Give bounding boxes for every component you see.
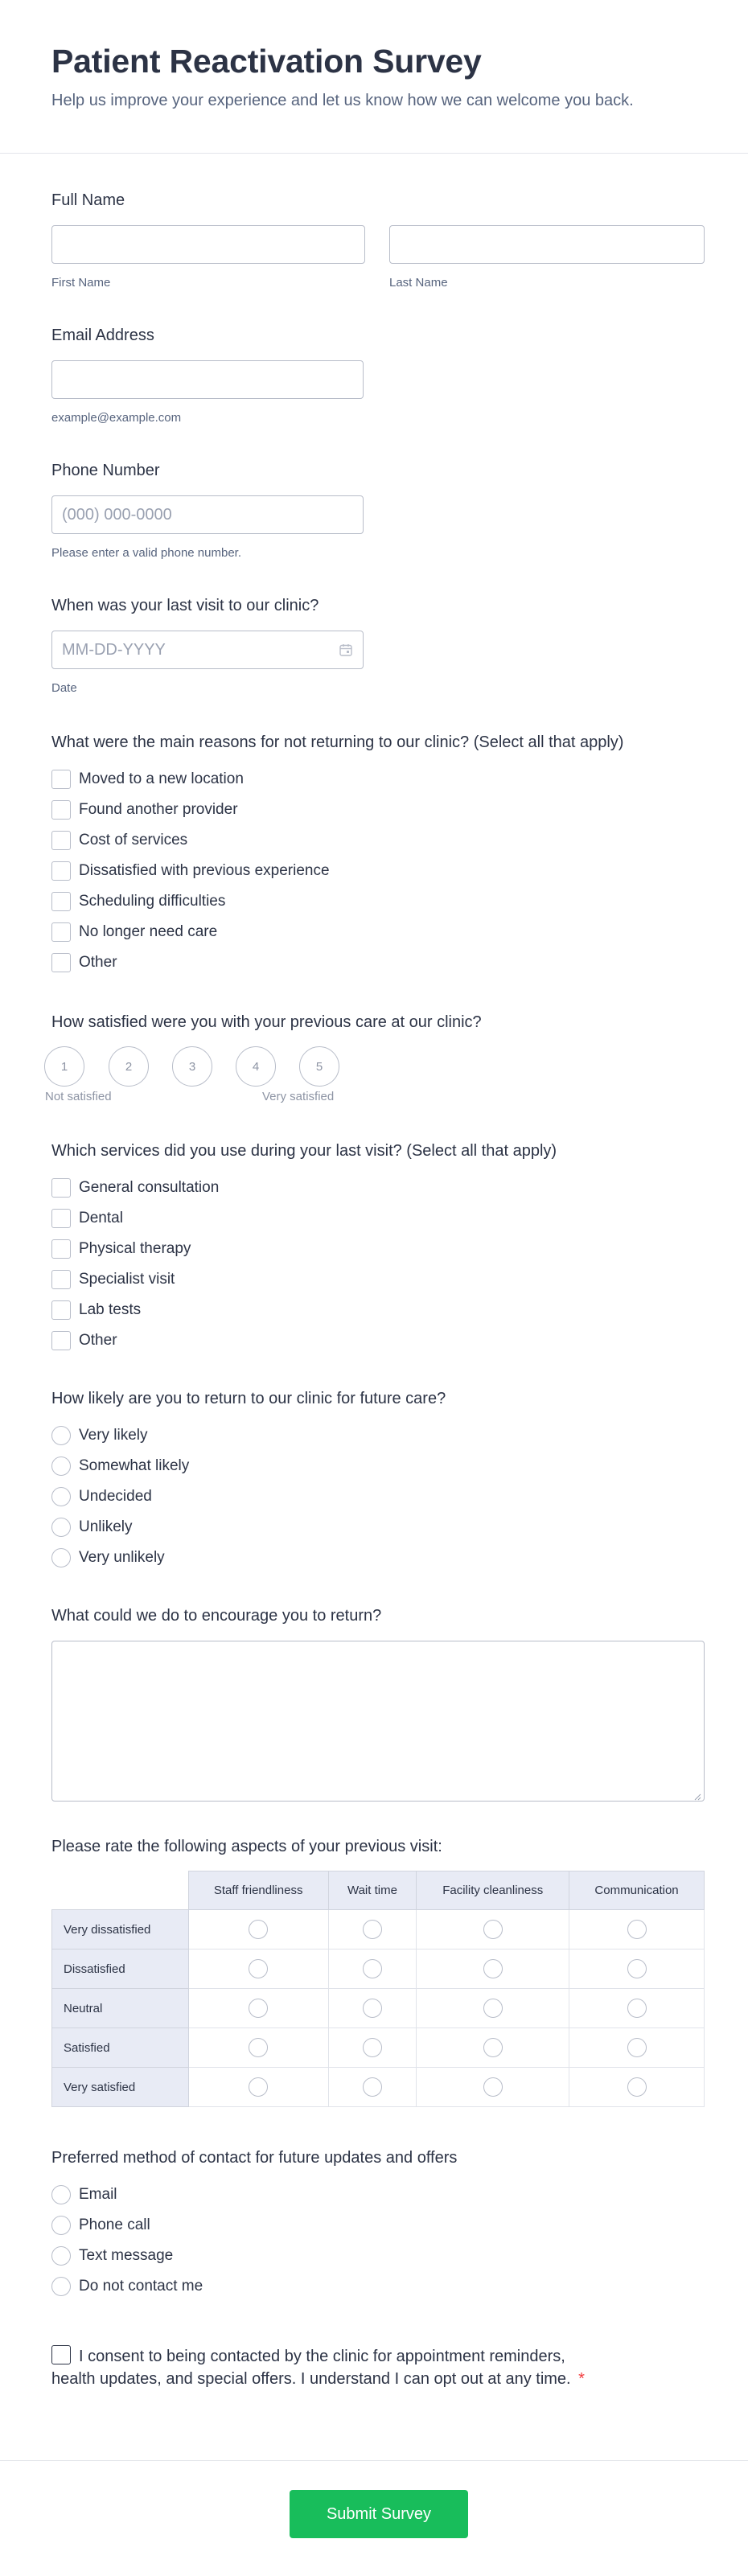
- scale-low-label: Not satisfied: [45, 1090, 112, 1103]
- radio-button[interactable]: [51, 1456, 71, 1476]
- matrix-radio[interactable]: [627, 1999, 647, 2018]
- matrix-radio[interactable]: [483, 2038, 503, 2057]
- scale-option-5[interactable]: 5: [299, 1046, 339, 1087]
- first-name-input[interactable]: [51, 225, 365, 264]
- scale-high-label: Very satisfied: [262, 1090, 335, 1103]
- radio-button[interactable]: [51, 1487, 71, 1506]
- matrix-row-header: Satisfied: [52, 2028, 189, 2068]
- phone-field: [51, 460, 364, 561]
- phone-label: Phone Number: [51, 462, 160, 479]
- reason-option[interactable]: Dissatisfied with previous experience: [51, 856, 623, 886]
- reasons-label: What were the main reasons for not returning to our clinic? (Select all that apply): [51, 733, 624, 751]
- matrix-radio[interactable]: [483, 2077, 503, 2097]
- encourage-textarea[interactable]: [51, 1641, 705, 1802]
- reason-option[interactable]: Cost of services: [51, 825, 623, 856]
- likelihood-options: [51, 1420, 446, 1573]
- matrix-radio[interactable]: [363, 2077, 382, 2097]
- reasons-field: [51, 732, 623, 978]
- likelihood-option[interactable]: Undecided: [51, 1481, 446, 1512]
- radio-button[interactable]: [51, 2246, 71, 2266]
- contact-method-options: [51, 2180, 457, 2302]
- matrix-radio[interactable]: [249, 1999, 268, 2018]
- encourage-label: What could we do to encourage you to return?: [51, 1607, 382, 1625]
- contact-option[interactable]: Phone call: [51, 2210, 457, 2241]
- checkbox[interactable]: [51, 1239, 71, 1259]
- checkbox[interactable]: [51, 1300, 71, 1320]
- matrix-radio[interactable]: [627, 2077, 647, 2097]
- matrix-radio[interactable]: [363, 1999, 382, 2018]
- contact-method-label: Preferred method of contact for future updates and offers: [51, 2149, 458, 2167]
- matrix-radio[interactable]: [627, 1959, 647, 1978]
- matrix-column-header: Communication: [569, 1871, 705, 1910]
- consent-field: [51, 2345, 705, 2390]
- likelihood-field: [51, 1388, 446, 1573]
- likelihood-option[interactable]: Very likely: [51, 1420, 446, 1451]
- rating-matrix: [51, 1871, 705, 2107]
- checkbox[interactable]: [51, 1331, 71, 1350]
- checkbox[interactable]: [51, 800, 71, 820]
- matrix-radio[interactable]: [363, 1920, 382, 1939]
- likelihood-label: How likely are you to return to our clinic for future care?: [51, 1390, 446, 1407]
- email-sublabel: example@example.com: [51, 411, 182, 425]
- matrix-radio[interactable]: [627, 1920, 647, 1939]
- likelihood-option[interactable]: Unlikely: [51, 1512, 446, 1543]
- radio-button[interactable]: [51, 1518, 71, 1537]
- matrix-radio[interactable]: [483, 1959, 503, 1978]
- matrix-header-row: [52, 1871, 705, 1910]
- phone-sublabel: Please enter a valid phone number.: [51, 546, 241, 560]
- services-field: [51, 1140, 557, 1356]
- reason-option[interactable]: Found another provider: [51, 795, 623, 825]
- matrix-radio[interactable]: [483, 1999, 503, 2018]
- checkbox[interactable]: [51, 831, 71, 850]
- satisfaction-label: How satisfied were you with your previous care at our clinic?: [51, 1013, 482, 1031]
- reason-option[interactable]: Other: [51, 947, 623, 978]
- likelihood-option[interactable]: Somewhat likely: [51, 1451, 446, 1481]
- checkbox[interactable]: [51, 1178, 71, 1198]
- last-name-input[interactable]: [389, 225, 705, 264]
- email-field: [51, 325, 364, 426]
- reason-option[interactable]: No longer need care: [51, 917, 623, 947]
- matrix-column-header: Staff friendliness: [188, 1871, 328, 1910]
- submit-button[interactable]: Submit Survey: [290, 2490, 468, 2538]
- matrix-label: Please rate the following aspects of your previous visit:: [51, 1838, 442, 1855]
- matrix-corner: [52, 1871, 189, 1910]
- checkbox[interactable]: [51, 892, 71, 911]
- matrix-row-header: Neutral: [52, 1989, 189, 2028]
- form-header: [0, 0, 748, 154]
- matrix-row-header: Very satisfied: [52, 2068, 189, 2107]
- checkbox[interactable]: [51, 922, 71, 942]
- checkbox[interactable]: [51, 953, 71, 972]
- service-option[interactable]: Lab tests: [51, 1295, 557, 1325]
- scale-option-4[interactable]: 4: [236, 1046, 276, 1087]
- service-option[interactable]: Physical therapy: [51, 1234, 557, 1264]
- matrix-radio[interactable]: [249, 1959, 268, 1978]
- matrix-row-header: Very dissatisfied: [52, 1910, 189, 1949]
- required-mark: *: [578, 2370, 585, 2388]
- full-name-label: Full Name: [51, 191, 125, 209]
- consent-text-line1: I consent to being contacted by the clinic for appointment reminders,: [79, 2348, 565, 2365]
- phone-input[interactable]: [51, 495, 364, 534]
- matrix-row: [52, 1910, 705, 1949]
- matrix-radio[interactable]: [627, 2038, 647, 2057]
- contact-method-field: [51, 2147, 457, 2302]
- matrix-column-header: Wait time: [328, 1871, 417, 1910]
- matrix-radio[interactable]: [363, 2038, 382, 2057]
- service-option[interactable]: General consultation: [51, 1173, 557, 1203]
- likelihood-option[interactable]: Very unlikely: [51, 1543, 446, 1573]
- satisfaction-field: [51, 1012, 482, 1033]
- reason-option[interactable]: Scheduling difficulties: [51, 886, 623, 917]
- matrix-row: [52, 2028, 705, 2068]
- matrix-row-header: Dissatisfied: [52, 1949, 189, 1989]
- scale-option-1[interactable]: 1: [44, 1046, 84, 1087]
- reason-option[interactable]: Moved to a new location: [51, 764, 623, 795]
- page-subtitle: Help us improve your experience and let us know how we can welcome you back.: [51, 92, 634, 109]
- matrix-row: [52, 1949, 705, 1989]
- encourage-field: [51, 1605, 705, 1802]
- matrix-column-header: Facility cleanliness: [417, 1871, 569, 1910]
- calendar-icon[interactable]: [339, 643, 353, 657]
- form-footer: [0, 2460, 748, 2576]
- contact-option[interactable]: Text message: [51, 2241, 457, 2271]
- checkbox[interactable]: [51, 770, 71, 789]
- matrix-radio[interactable]: [363, 1959, 382, 1978]
- matrix-row: [52, 2068, 705, 2107]
- service-option[interactable]: Specialist visit: [51, 1264, 557, 1295]
- date-placeholder: MM-DD-YYYY: [62, 640, 166, 659]
- last-visit-field: [51, 595, 364, 696]
- first-name-sublabel: First Name: [51, 276, 111, 290]
- last-name-sublabel: Last Name: [389, 276, 448, 290]
- service-option[interactable]: Dental: [51, 1203, 557, 1234]
- consent-text-line2: health updates, and special offers. I understand I can opt out at any time.: [51, 2370, 571, 2388]
- checkbox[interactable]: [51, 1209, 71, 1228]
- scale-option-3[interactable]: 3: [172, 1046, 212, 1087]
- consent-checkbox[interactable]: [51, 2345, 71, 2364]
- matrix-radio[interactable]: [249, 1920, 268, 1939]
- phone-placeholder: (000) 000-0000: [62, 505, 172, 524]
- radio-button[interactable]: [51, 2185, 71, 2204]
- radio-button[interactable]: [51, 2277, 71, 2296]
- email-label: Email Address: [51, 327, 154, 344]
- services-options: [51, 1173, 557, 1356]
- last-visit-label: When was your last visit to our clinic?: [51, 597, 319, 614]
- matrix-radio[interactable]: [249, 2038, 268, 2057]
- checkbox[interactable]: [51, 1270, 71, 1289]
- date-sublabel: Date: [51, 681, 77, 695]
- full-name-field: [51, 190, 705, 291]
- matrix-field: [51, 1836, 705, 2107]
- matrix-row: [52, 1989, 705, 2028]
- contact-option[interactable]: Do not contact me: [51, 2271, 457, 2302]
- contact-option[interactable]: Email: [51, 2180, 457, 2210]
- reasons-options: [51, 764, 623, 978]
- service-option[interactable]: Other: [51, 1325, 557, 1356]
- email-input[interactable]: [51, 360, 364, 399]
- radio-button[interactable]: [51, 1426, 71, 1445]
- radio-button[interactable]: [51, 1548, 71, 1567]
- last-visit-date-input[interactable]: [51, 631, 364, 669]
- radio-button[interactable]: [51, 2216, 71, 2235]
- services-label: Which services did you use during your last visit? (Select all that apply): [51, 1142, 557, 1160]
- checkbox[interactable]: [51, 861, 71, 881]
- resize-handle-icon[interactable]: [693, 1790, 701, 1798]
- scale-option-2[interactable]: 2: [109, 1046, 149, 1087]
- matrix-radio[interactable]: [249, 2077, 268, 2097]
- page-title: Patient Reactivation Survey: [51, 43, 482, 80]
- matrix-radio[interactable]: [483, 1920, 503, 1939]
